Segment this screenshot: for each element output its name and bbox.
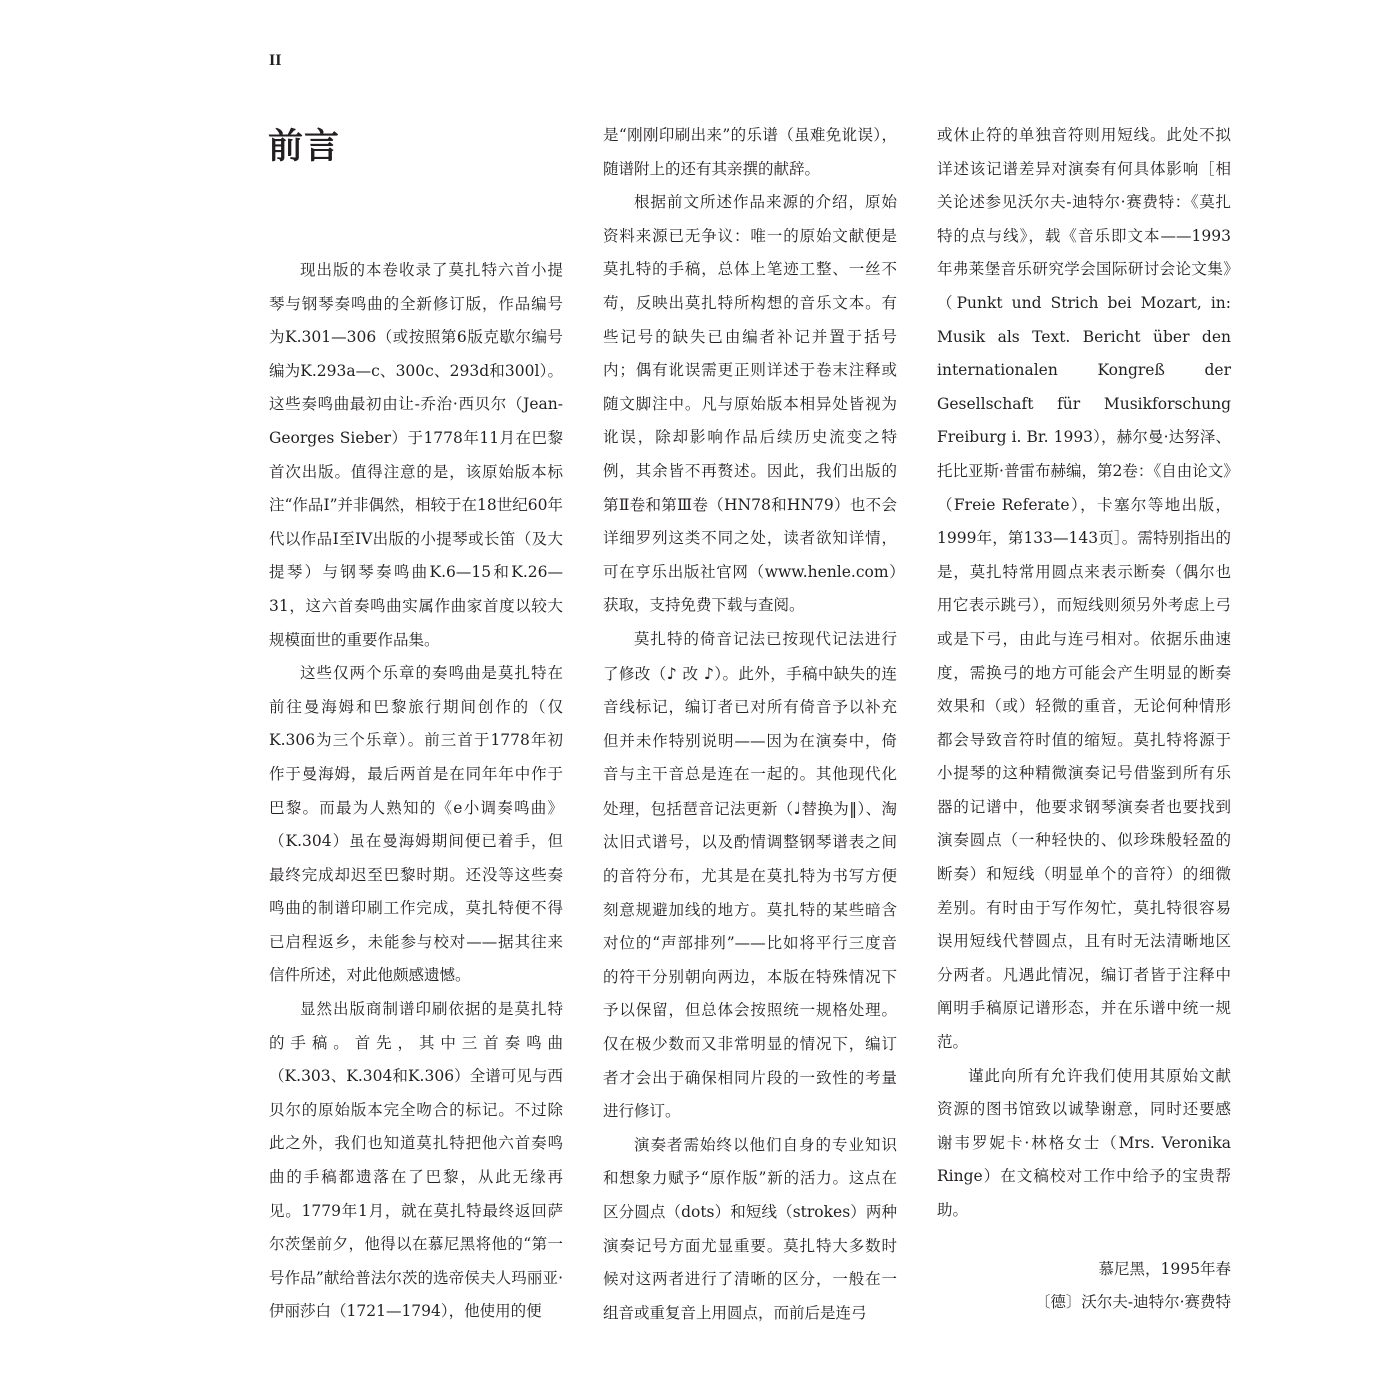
text-column-2 [603, 119, 897, 1330]
text-run: 莫扎特的倚音记法已按现代记法进行了修改（ [603, 629, 897, 683]
text-column-3 [937, 119, 1231, 1320]
text-run: 改 [682, 664, 699, 683]
arpeggio-new-icon: ‖ [849, 798, 858, 818]
page-title: 前言 [268, 126, 341, 167]
text-run: ）、淘汰旧式谱号，以及酌情调整钢琴谱表之间的音符分布，尤其是在莫扎特为书写方便刻意规避加线的地方。莫扎特的某些暗含对位的“声部排列”——比如将平行三度音的符干分别朝向两边，本版在特殊情况下予以保留，但总体会按照统一规格处理。仅在极少数而又非常明显的情况下，编订者才会出于确保相同片段的一致性的考量进行修订。 [603, 799, 897, 1121]
text-column-1 [269, 254, 563, 1329]
signature-place-date: 慕尼黑，1995年春 [1098, 1259, 1231, 1278]
paragraph [603, 623, 897, 1129]
text-run: ）。此外，手稿中缺失的连音线标记，编订者已对所有倚音予以补充但并未作特别说明——因为在演奏中，倚音与主干音总是连在一起的。其他现代化处理，包括琶音记法更新（ [603, 664, 897, 818]
paragraph: 谨此向所有允许我们使用其原始文献资源的图书馆致以诚挚谢意，同时还要感谢韦罗妮卡·林格女士（Mrs. Veronika Ringe）在文稿校对工作中给予的宝贵帮助。 [937, 1066, 1231, 1219]
paragraph: 或休止符的单独音符则用短线。此处不拟详述该记谱差异对演奏有何具体影响［相关论述参见沃尔夫-迪特尔·赛费特：《莫扎特的点与线》，载《音乐即文本——1993年弗莱堡音乐研究学会国际研讨会论文集》（Punkt und Strich bei Mozart, in: Musik als Text. Bericht über den internationalen Kongreß der Gesellschaft für Musikforschung Freiburg i. Br. 1993），赫尔曼·达努泽、托比亚斯·普雷布赫编，第2卷：《自由论文》（Freie Referate），卡塞尔等地出版，1999年，第133—143页］。需特别指出的是，莫扎特常用圆点来表示断奏（偶尔也用它表示跳弓），而短线则须另外考虑上弓或是下弓，由此与连弓相对。依据乐曲速度，需换弓的地方可能会产生明显的断奏效果和（或）轻微的重音，无论何种情形都会导致音符时值的缩短。莫扎特将源于小提琴的这种精微演奏记号借鉴到所有乐器的记谱中，他要求钢琴演奏者也要找到演奏圆点（一种轻快的、似珍珠般轻盈的断奏）和短线（明显单个的音符）的细微差别。有时由于写作匆忙，莫扎特很容易误用短线代替圆点，且有时无法清晰地区分两者。凡遇此情况，编订者皆于注释中阐明手稿原记谱形态，并在乐谱中统一规范。 [937, 126, 1231, 1052]
page-number: II [269, 52, 282, 69]
signature-author: 〔德〕沃尔夫-迪特尔·赛费特 [1034, 1293, 1231, 1312]
paragraph: 演奏者需始终以他们自身的专业知识和想象力赋予“原作版”新的活力。这点在区分圆点（dots）和短线（strokes）两种演奏记号方面尤显重要。莫扎特大多数时候对这两者进行了清晰的区分，一般在一组音或重复音上用圆点，而前后是连弓 [603, 1135, 897, 1322]
grace-note-old-icon: ♪ [666, 663, 678, 683]
paragraph: 根据前文所述作品来源的介绍，原始资料来源已无争议：唯一的原始文献便是莫扎特的手稿，总体上笔迹工整、一丝不苟，反映出莫扎特所构想的音乐文本。有些记号的缺失已由编者补记并置于括号内；偶有讹误需更正则详述于卷末注释或随文脚注中。凡与原始版本相异处皆视为讹误，除却影响作品后续历史流变之特例，其余皆不再赘述。因此，我们出版的第Ⅱ卷和第Ⅲ卷（HN78和HN79）也不会详细罗列这类不同之处，读者欲知详情，可在亨乐出版社官网（www.henle.com）获取，支持免费下载与查阅。 [603, 193, 897, 615]
paragraph: 是“刚刚印刷出来”的乐谱（虽难免讹误），随谱附上的还有其亲撰的献辞。 [603, 126, 897, 178]
paragraph: 现出版的本卷收录了莫扎特六首小提琴与钢琴奏鸣曲的全新修订版，作品编号为K.301—306（或按照第6版克歇尔编号编为K.293a—c、300c、293d和300l）。这些奏鸣曲最初由让-乔治·西贝尔（Jean-Georges Sieber）于1778年11月在巴黎首次出版。值得注意的是，该原始版本标注“作品I”并非偶然，相较于在18世纪60年代以作品I至IV出版的小提琴或长笛（及大提琴）与钢琴奏鸣曲K.6—15和K.26—31，这六首奏鸣曲实属作曲家首度以较大规模面世的重要作品集。 [269, 261, 563, 649]
arpeggio-old-icon: ♩ [793, 798, 802, 818]
text-run: 替换为 [801, 799, 850, 818]
paragraph: 这些仅两个乐章的奏鸣曲是莫扎特在前往曼海姆和巴黎旅行期间创作的（仅K.306为三个乐章）。前三首于1778年初作于曼海姆，最后两首是在同年年中作于巴黎。而最为人熟知的《e小调奏鸣曲》（K.304）虽在曼海姆期间便已着手，但最终完成却迟至巴黎时期。还没等这些奏鸣曲的制谱印刷工作完成，莫扎特便不得已启程返乡，未能参与校对——据其往来信件所述，对此他颇感遗憾。 [269, 664, 563, 985]
paragraph: 显然出版商制谱印刷依据的是莫扎特的手稿。首先，其中三首奏鸣曲（K.303、K.304和K.306）全谱可见与西贝尔的原始版本完全吻合的标记。不过除此之外，我们也知道莫扎特把他六首奏鸣曲的手稿都遗落在了巴黎，从此无缘再见。1779年1月，就在莫扎特最终返回萨尔茨堡前夕，他得以在慕尼黑将他的“第一号作品”献给普法尔茨的选帝侯夫人玛丽亚·伊丽莎白（1721—1794），他使用的便 [269, 1000, 563, 1321]
grace-note-new-icon: ♪ [703, 663, 715, 683]
